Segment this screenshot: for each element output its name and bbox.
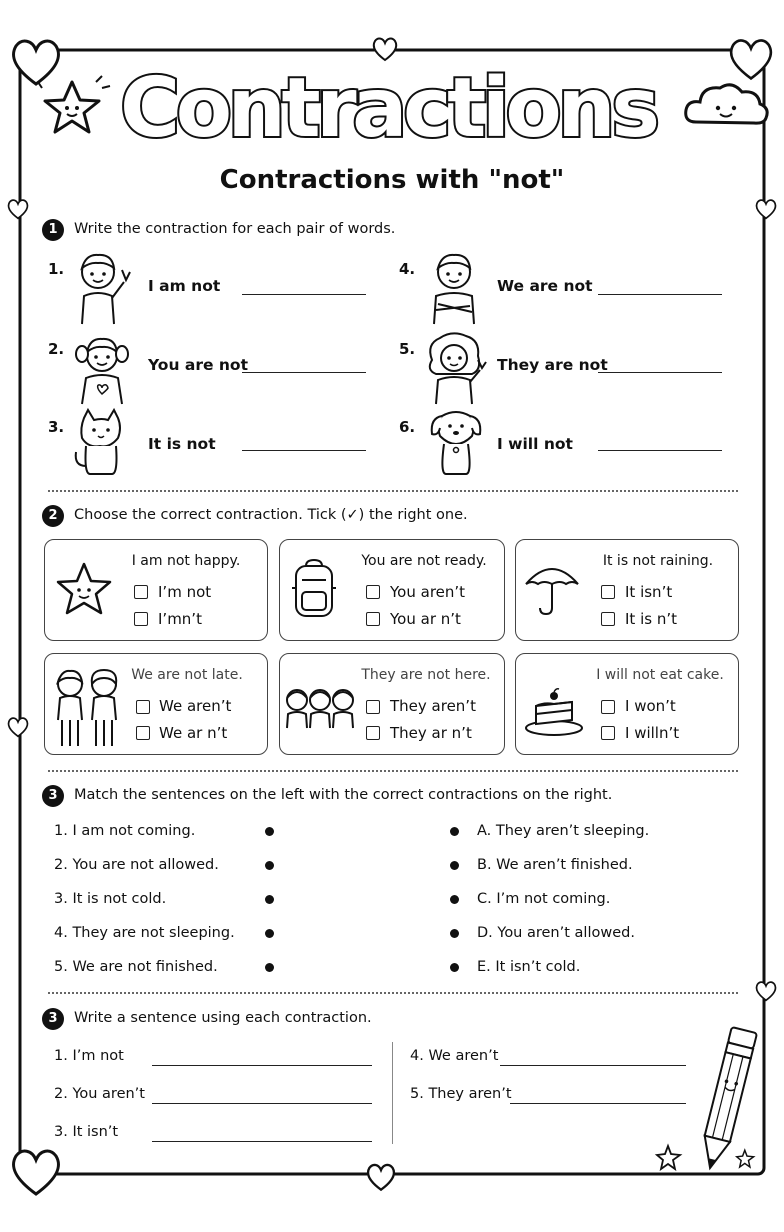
option-label: We aren’t [159, 697, 232, 715]
option-checkbox[interactable] [601, 726, 615, 740]
girl-icon [70, 330, 136, 406]
two-kids-icon [52, 666, 124, 750]
box-prompt: I am not happy. [131, 553, 241, 569]
sentence-line[interactable] [152, 1065, 372, 1066]
option-label: They ar n’t [390, 724, 472, 742]
word-pair: I am not [148, 277, 221, 295]
section-2-instruction: Choose the correct contraction. Tick (✓) the right one. [74, 507, 468, 523]
sentence-line[interactable] [500, 1065, 686, 1066]
match-left-item: 5. We are not finished. [54, 959, 218, 975]
option-label: You ar n’t [390, 610, 461, 628]
match-dot[interactable] [265, 861, 274, 870]
write-prompt: 3. It isn’t [54, 1124, 119, 1140]
item-number: 4. [399, 260, 416, 278]
star-icon [56, 562, 112, 616]
sentence-line[interactable] [152, 1141, 372, 1142]
match-dot[interactable] [450, 861, 459, 870]
write-prompt: 5. They aren’t [410, 1086, 512, 1102]
option-checkbox[interactable] [601, 585, 615, 599]
answer-line[interactable] [242, 294, 366, 295]
option-label: I won’t [625, 697, 676, 715]
section-3-instruction: Match the sentences on the left with the correct contractions on the right. [74, 787, 613, 803]
word-pair: I will not [497, 435, 573, 453]
box-prompt: We are not late. [131, 667, 243, 683]
heart-icon [754, 198, 778, 220]
option-label: I’m not [158, 583, 212, 601]
answer-line[interactable] [598, 294, 722, 295]
option-label: I’mn’t [158, 610, 202, 628]
option-checkbox[interactable] [366, 612, 380, 626]
cake-icon [524, 686, 584, 738]
smiling-star-icon [36, 74, 116, 140]
section-divider [48, 490, 738, 492]
match-left-item: 4. They are not sleeping. [54, 925, 235, 941]
word-pair: You are not [148, 356, 248, 374]
write-prompt: 4. We aren’t [410, 1048, 499, 1064]
item-number: 2. [48, 340, 65, 358]
option-checkbox[interactable] [366, 585, 380, 599]
option-checkbox[interactable] [366, 700, 380, 714]
box-prompt: You are not ready. [361, 553, 487, 569]
sentence-line[interactable] [510, 1103, 686, 1104]
option-checkbox[interactable] [136, 700, 150, 714]
heart-icon [6, 716, 30, 738]
section-1-instruction: Write the contraction for each pair of words. [74, 221, 396, 237]
answer-line[interactable] [242, 450, 366, 451]
heart-icon [726, 36, 776, 82]
option-checkbox[interactable] [134, 585, 148, 599]
option-checkbox[interactable] [134, 612, 148, 626]
item-number: 3. [48, 418, 65, 436]
option-label: We ar n’t [159, 724, 228, 742]
answer-line[interactable] [598, 450, 722, 451]
option-checkbox[interactable] [601, 612, 615, 626]
heart-icon [6, 198, 30, 220]
match-right-item: C. I’m not coming. [477, 891, 611, 907]
option-checkbox[interactable] [136, 726, 150, 740]
item-number: 6. [399, 418, 416, 436]
section-3-badge: 3 [42, 785, 64, 807]
word-pair: It is not [148, 435, 216, 453]
match-left-item: 3. It is not cold. [54, 891, 167, 907]
section-2-badge: 2 [42, 505, 64, 527]
answer-line[interactable] [598, 372, 722, 373]
option-label: You aren’t [390, 583, 466, 601]
match-dot[interactable] [450, 895, 459, 904]
cat-icon [70, 408, 130, 476]
box-prompt: They are not here. [361, 667, 491, 683]
option-label: It isn’t [625, 583, 673, 601]
match-right-item: E. It isn’t cold. [477, 959, 581, 975]
section-1-badge: 1 [42, 219, 64, 241]
match-dot[interactable] [265, 827, 274, 836]
option-checkbox[interactable] [366, 726, 380, 740]
option-label: It is n’t [625, 610, 677, 628]
sparkle-star-icon [736, 1148, 758, 1170]
boy-crossed-arms-icon [424, 248, 484, 326]
box-prompt: It is not raining. [602, 553, 714, 569]
match-right-item: D. You aren’t allowed. [477, 925, 635, 941]
box-prompt: I will not eat cake. [596, 667, 724, 683]
match-dot[interactable] [265, 895, 274, 904]
waving-boy-icon [70, 248, 136, 326]
word-pair: We are not [497, 277, 593, 295]
three-kids-icon [284, 686, 356, 730]
item-number: 5. [399, 340, 416, 358]
svg-text:Contractions: Contractions [120, 61, 660, 156]
section-divider [48, 770, 738, 772]
match-dot[interactable] [450, 963, 459, 972]
word-pair: They are not [497, 356, 608, 374]
sparkle-star-icon [656, 1144, 686, 1172]
worksheet-subtitle: Contractions with "not" [219, 165, 565, 195]
sentence-line[interactable] [152, 1103, 372, 1104]
column-divider [392, 1042, 393, 1144]
section-4-instruction: Write a sentence using each contraction. [74, 1010, 372, 1026]
option-label: They aren’t [390, 697, 476, 715]
item-number: 1. [48, 260, 65, 278]
match-dot[interactable] [265, 963, 274, 972]
backpack-icon [288, 558, 340, 618]
match-dot[interactable] [450, 929, 459, 938]
umbrella-icon [524, 560, 580, 616]
write-prompt: 2. You aren’t [54, 1086, 145, 1102]
dog-icon [428, 406, 484, 476]
match-dot[interactable] [265, 929, 274, 938]
match-left-item: 2. You are not allowed. [54, 857, 219, 873]
match-right-item: A. They aren’t sleeping. [477, 823, 650, 839]
option-checkbox[interactable] [601, 700, 615, 714]
section-4-badge: 3 [42, 1008, 64, 1030]
heart-icon [364, 1162, 398, 1192]
heart-icon [754, 980, 778, 1002]
heart-icon [8, 1146, 64, 1198]
option-label: I willn’t [625, 724, 680, 742]
smiling-cloud-icon [682, 78, 770, 130]
match-dot[interactable] [450, 827, 459, 836]
section-divider [48, 992, 738, 994]
page-title [110, 48, 670, 168]
match-left-item: 1. I am not coming. [54, 823, 196, 839]
write-prompt: 1. I’m not [54, 1048, 124, 1064]
curly-girl-icon [422, 330, 490, 406]
match-right-item: B. We aren’t finished. [477, 857, 633, 873]
answer-line[interactable] [242, 372, 366, 373]
